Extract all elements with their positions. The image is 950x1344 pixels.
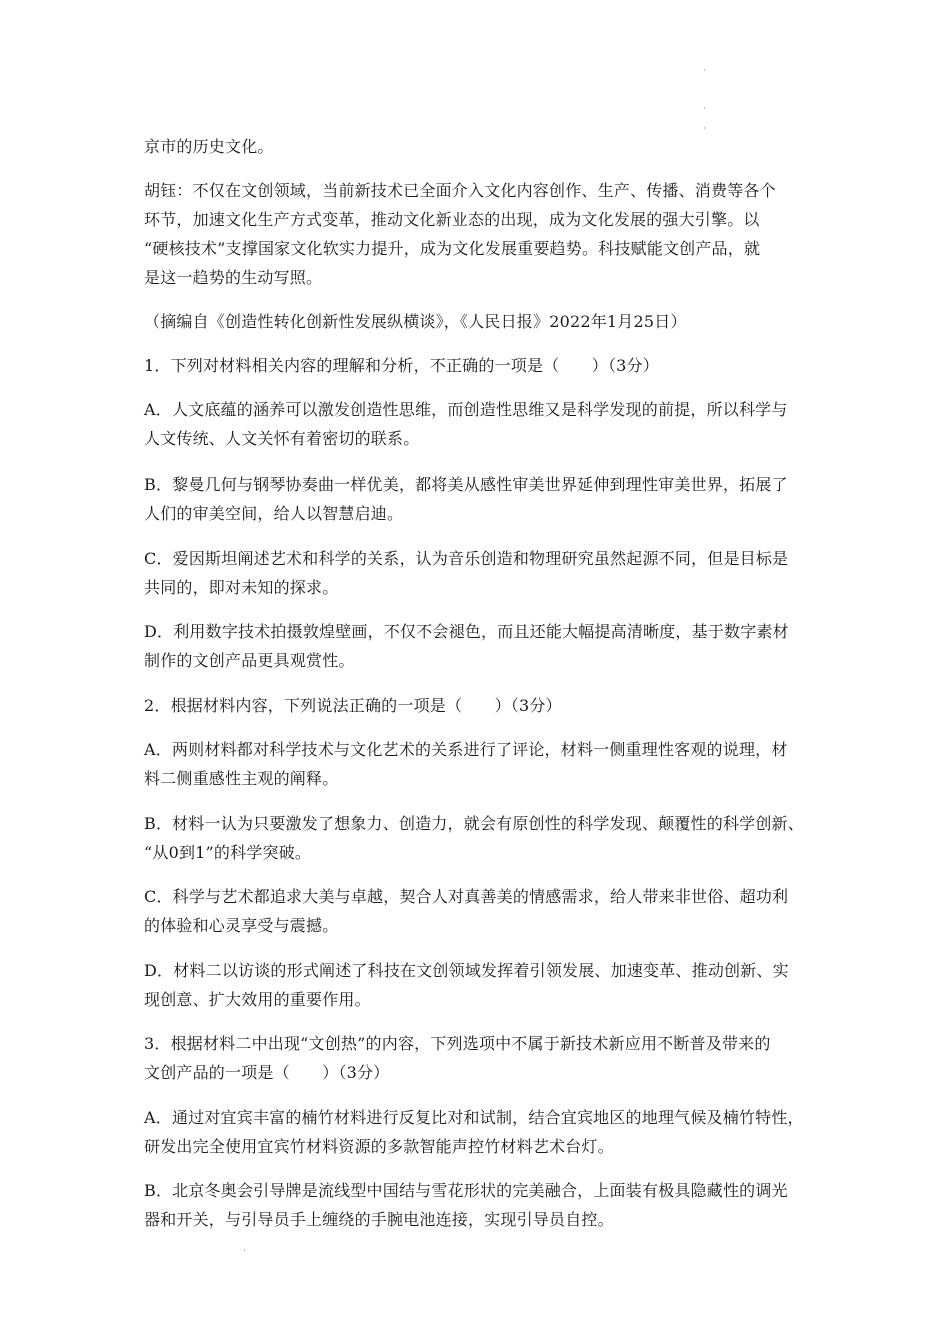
text-line: D．利用数字技术拍摄敦煌壁画，不仅不会褪色，而且还能大幅提高清晰度，基于数字素材 (144, 622, 789, 641)
scan-mark (704, 69, 705, 71)
scan-mark (244, 1249, 245, 1251)
text-line: 文创产品的一项是（ ）（3分） (144, 1063, 390, 1082)
text-line: 料二侧重感性主观的阐释。 (144, 769, 339, 788)
question-1-option-d (144, 617, 816, 675)
text-line: （摘编自《创造性转化创新性发展纵横谈》，《人民日报》2022年1月25日） (144, 312, 687, 331)
text-line: D．材料二以访谈的形式阐述了科技在文创领域发挥着引领发展、加速变革、推动创新、实 (144, 961, 789, 980)
text-line: “硬核技术”支撑国家文化软实力提升，成为文化发展重要趋势。科技赋能文创产品，就 (144, 239, 761, 258)
text-line: A．两则材料都对科学技术与文化艺术的关系进行了评论，材料一侧重理性客观的说理，材 (144, 740, 788, 759)
text-line: 1．下列对材料相关内容的理解和分析，不正确的一项是（ ）（3分） (144, 356, 659, 375)
scan-mark (704, 107, 705, 109)
interview-answer-paragraph (144, 176, 816, 292)
scan-mark (704, 127, 705, 129)
text-line: B．材料一认为只要激发了想象力、创造力，就会有原创性的科学发现、颠覆性的科学创新、 (144, 814, 804, 833)
question-1-option-b (144, 470, 816, 528)
text-line: 是这一趋势的生动写照。 (144, 268, 323, 287)
question-1-option-c (144, 544, 816, 602)
text-line: 现创意、扩大效用的重要作用。 (144, 990, 371, 1009)
text-line: 研发出完全使用宜宾竹材料资源的多款智能声控竹材料艺术台灯。 (144, 1137, 614, 1156)
text-line: “从0到1”的科学突破。 (144, 843, 312, 862)
text-line: A．人文底蕴的涵养可以激发创造性思维，而创造性思维又是科学发现的前提，所以科学与 (144, 400, 788, 419)
text-line: 人们的审美空间，给人以智慧启迪。 (144, 504, 404, 523)
text-line: 3．根据材料二中出现“文创热”的内容，下列选项中不属于新技术新应用不断普及带来的 (144, 1034, 771, 1053)
question-3-option-a (144, 1103, 816, 1161)
text-line: 人文传统、人文关怀有着密切的联系。 (144, 429, 420, 448)
text-line: 器和开关，与引导员手上缠绕的手腕电池连接，实现引导员自控。 (144, 1210, 614, 1229)
text-line: A．通过对宜宾丰富的楠竹材料进行反复比对和试制，结合宜宾地区的地理气候及楠竹特性， (144, 1108, 804, 1127)
question-1-option-a (144, 395, 816, 453)
text-line: 胡钰：不仅在文创领域，当前新技术已全面介入文化内容创作、生产、传播、消费等各个 (144, 181, 776, 200)
text-line: 2．根据材料内容，下列说法正确的一项是（ ）（3分） (144, 696, 562, 715)
question-2-option-b (144, 809, 816, 867)
question-2-stem (144, 691, 816, 720)
text-line: 环节，加速文化生产方式变革，推动文化新业态的出现，成为文化发展的强大引擎。以 (144, 210, 760, 229)
question-2-option-a (144, 735, 816, 793)
question-2-option-d (144, 956, 816, 1014)
question-2-option-c (144, 882, 816, 940)
text-line: 制作的文创产品更具观赏性。 (144, 651, 355, 670)
text-line: 共同的，即对未知的探求。 (144, 578, 339, 597)
source-citation (144, 307, 816, 336)
question-3-stem (144, 1029, 816, 1087)
text-line: C．科学与艺术都追求大美与卓越，契合人对真善美的情感需求，给人带来非世俗、超功利 (144, 887, 789, 906)
text-line: B．北京冬奥会引导牌是流线型中国结与雪花形状的完美融合，上面装有极具隐藏性的调光 (144, 1181, 788, 1200)
text-line: 京市的历史文化。 (144, 137, 274, 156)
text-line: C．爱因斯坦阐述艺术和科学的关系，认为音乐创造和物理研究虽然起源不同，但是目标是 (144, 549, 789, 568)
question-3-option-b (144, 1176, 816, 1234)
text-line: B．黎曼几何与钢琴协奏曲一样优美，都将美从感性审美世界延伸到理性审美世界，拓展了 (144, 475, 788, 494)
passage-fragment (144, 132, 816, 161)
text-line: 的体验和心灵享受与震撼。 (144, 916, 339, 935)
question-1-stem (144, 351, 816, 380)
